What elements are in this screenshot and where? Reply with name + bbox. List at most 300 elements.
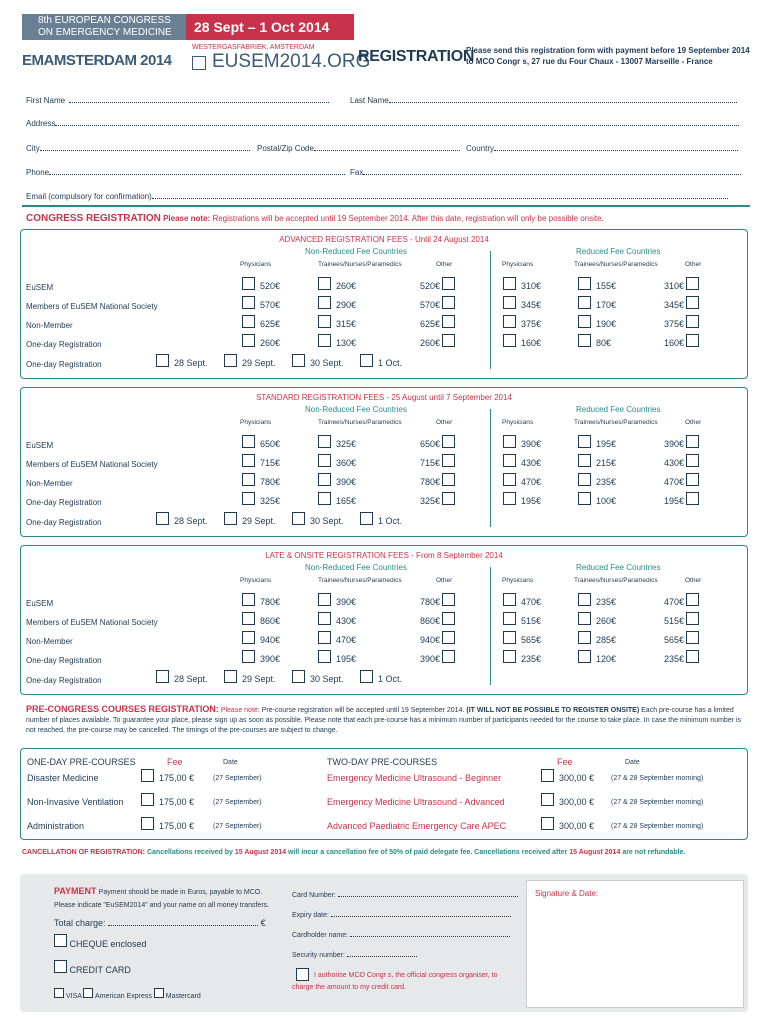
submission-info [466,45,750,67]
fax-field[interactable] [350,167,746,178]
postal-code-label: Postal/Zip Code [257,144,314,153]
col-trainees: Trainees/Nurses/Paramedics [318,261,402,268]
fee-row-label: Non-Member [26,479,73,488]
fee-price: 515€ [521,616,542,626]
fee-price: 325€ [336,439,357,449]
col-reduced-trainees: Trainees/Nurses/Paramedics [574,577,658,584]
fee-checkbox[interactable] [318,334,331,347]
day-checkbox[interactable] [360,354,373,367]
visa-checkbox[interactable] [54,988,64,998]
col-physicians: Physicians [240,261,272,268]
fee-checkbox[interactable] [578,473,591,486]
precourses-text-3: Each pre-course has a limited number of places available. To guarantee your place, please sign up as soon as possible. Please note that each pre-course has a minimum number of participants needed for the course to take place. In case the minimum number is not reached, the pre-course may be cancelled. The timings of the pre-courses are subject to change. [26,707,742,734]
fee-checkbox[interactable] [442,593,455,606]
fee-checkbox[interactable] [318,315,331,328]
reduced-heading: Reduced Fee Countries [576,405,661,414]
one-day-course-price: 175,00 € [159,773,195,783]
fee-price: 390€ [260,654,281,664]
fee-checkbox[interactable] [686,631,699,644]
authorise-line-2: charge the amount to my credit card. [292,984,406,991]
fee-checkbox[interactable] [503,473,516,486]
fee-row-label: EuSEM [26,283,54,292]
fee-row-label: Members of EuSEM National Society [26,302,158,311]
logo-text: EMAMSTERDAM 2014 [22,52,172,69]
authorise-option[interactable] [296,968,309,983]
address-field[interactable] [26,118,746,129]
fee-price: 565€ [663,635,684,645]
col-reduced-other: Other [685,261,702,268]
fee-checkbox[interactable] [503,315,516,328]
fee-table-title: ADVANCED REGISTRATION FEES - Until 24 August 2014 [279,235,489,244]
one-day-row-label: One-day Registration [26,676,102,685]
fee-price: 570€ [419,300,440,310]
fee-checkbox[interactable] [442,650,455,663]
postal-code-field[interactable] [257,143,467,154]
fee-price: 290€ [336,300,357,310]
fee-checkbox[interactable] [318,593,331,606]
fee-row-label: Non-Member [26,637,73,646]
fee-checkbox[interactable] [318,612,331,625]
fee-price: 120€ [596,654,617,664]
fee-checkbox[interactable] [242,315,255,328]
card-type-options [54,988,201,1000]
fee-price: 780€ [419,597,440,607]
credit-card-checkbox[interactable] [54,960,67,973]
fee-price: 940€ [260,635,281,645]
event-dates: 28 Sept – 1 Oct 2014 [186,14,354,40]
fee-price: 235€ [596,477,617,487]
fee-checkbox[interactable] [578,435,591,448]
fee-checkbox[interactable] [442,435,455,448]
fee-price: 215€ [596,458,617,468]
event-banner [22,14,186,40]
fee-checkbox[interactable] [242,296,255,309]
one-day-course-checkbox[interactable] [141,769,154,782]
one-day-course-date: (27 September) [213,799,262,806]
emamsterdam-logo [22,44,186,74]
fee-checkbox[interactable] [242,473,255,486]
total-charge-currency: € [260,918,266,928]
one-day-course-checkbox[interactable] [141,793,154,806]
website: EUSEM2014.ORG [192,52,352,72]
two-day-course-date: (27 & 28 September morning) [611,775,704,782]
fee-price: 780€ [419,477,440,487]
fee-checkbox[interactable] [318,492,331,505]
fee-price: 195€ [663,496,684,506]
col-reduced-physicians: Physicians [502,419,534,426]
day-label: 28 Sept. [174,516,208,526]
fee-checkbox[interactable] [686,277,699,290]
city-field[interactable] [26,143,256,154]
last-name-label: Last Name [350,96,389,105]
signature-box[interactable] [526,880,744,1008]
fee-checkbox[interactable] [503,454,516,467]
fee-checkbox[interactable] [686,473,699,486]
column-divider [490,567,491,685]
cheque-checkbox[interactable] [54,934,67,947]
fee-row-label: Members of EuSEM National Society [26,460,158,469]
day-checkbox[interactable] [360,512,373,525]
fee-checkbox[interactable] [242,277,255,290]
submission-info-line-1: Please send this registration form with payment before 19 September 2014 [466,46,750,55]
day-checkbox[interactable] [224,670,237,683]
fee-price: 235€ [663,654,684,664]
credit-card-option[interactable] [54,960,131,975]
day-checkbox[interactable] [292,670,305,683]
day-label: 29 Sept. [242,516,276,526]
fee-checkbox[interactable] [442,296,455,309]
fee-checkbox[interactable] [318,277,331,290]
fee-checkbox[interactable] [442,612,455,625]
two-day-course-name: Advanced Paediatric Emergency Care APEC [327,821,507,831]
one-day-course-date: (27 September) [213,823,262,830]
fee-checkbox[interactable] [578,492,591,505]
two-day-fee-heading: Fee [557,757,573,767]
col-reduced-trainees: Trainees/Nurses/Paramedics [574,261,658,268]
fee-price: 375€ [521,319,542,329]
fee-checkbox[interactable] [242,435,255,448]
fee-price: 325€ [260,496,281,506]
fee-price: 860€ [419,616,440,626]
fee-price: 430€ [663,458,684,468]
fee-checkbox[interactable] [318,473,331,486]
fee-checkbox[interactable] [503,650,516,663]
fee-checkbox[interactable] [242,593,255,606]
fee-price: 470€ [521,477,542,487]
fee-price: 390€ [419,654,440,664]
expiry-field[interactable] [292,906,518,926]
precourses-box [20,748,748,840]
fee-table-title: LATE & ONSITE REGISTRATION FEES - From 8 September 2014 [265,551,503,560]
email-field[interactable] [26,191,746,202]
fee-price: 310€ [663,281,684,291]
fee-checkbox[interactable] [442,492,455,505]
fee-checkbox[interactable] [503,631,516,644]
two-day-course-price: 300,00 € [559,797,595,807]
fee-checkbox[interactable] [578,334,591,347]
fee-price: 390€ [336,477,357,487]
fee-price: 100€ [596,496,617,506]
reduced-heading: Reduced Fee Countries [576,563,661,572]
fee-checkbox[interactable] [578,631,591,644]
day-label: 28 Sept. [174,674,208,684]
col-other: Other [436,261,453,268]
fee-price: 470€ [336,635,357,645]
fee-price: 195€ [521,496,542,506]
one-day-row-label: One-day Registration [26,518,102,527]
col-reduced-other: Other [685,419,702,426]
congress-note: Registrations will be accepted until 19 September 2014. After this date, registration will only be possible onsite. [212,214,604,223]
cheque-option[interactable] [54,934,147,949]
cancellation-text-1: Cancellations received by [146,849,233,856]
fee-price: 165€ [336,496,357,506]
fee-price: 160€ [521,338,542,348]
fee-checkbox[interactable] [442,334,455,347]
col-physicians: Physicians [240,419,272,426]
fee-price: 315€ [336,319,357,329]
venue: WESTERGASFABRIEK, AMSTERDAM [192,44,315,51]
day-label: 30 Sept. [310,674,344,684]
fee-row-label: One-day Registration [26,656,102,665]
two-day-course-checkbox[interactable] [541,793,554,806]
fee-price: 260€ [596,616,617,626]
total-charge-label: Total charge: [54,918,106,928]
fee-price: 235€ [521,654,542,664]
fee-checkbox[interactable] [242,454,255,467]
fee-price: 345€ [521,300,542,310]
event-line-2: ON EMERGENCY MEDICINE [38,27,172,38]
fee-price: 155€ [596,281,617,291]
fee-price: 170€ [596,300,617,310]
fee-price: 625€ [419,319,440,329]
fee-checkbox[interactable] [503,277,516,290]
fee-checkbox[interactable] [503,435,516,448]
fee-checkbox[interactable] [442,631,455,644]
first-name-field[interactable] [26,95,356,106]
payment-title: PAYMENT [54,886,97,896]
fee-checkbox[interactable] [578,650,591,663]
non-reduced-heading: Non-Reduced Fee Countries [305,563,407,572]
fee-checkbox[interactable] [578,296,591,309]
fee-checkbox[interactable] [442,454,455,467]
authorise-text [314,970,498,982]
fee-checkbox[interactable] [318,631,331,644]
congress-title: CONGRESS REGISTRATION [26,213,161,224]
congress-registration-heading [26,213,604,224]
two-day-course-price: 300,00 € [559,821,595,831]
cardholder-label: Cardholder name: [292,932,349,939]
two-day-course-checkbox[interactable] [541,769,554,782]
cardholder-field[interactable] [292,926,518,946]
day-checkbox[interactable] [156,512,169,525]
payment-indicate: Please indicate "EuSEM2014" and your name on all money transfers. [54,902,270,909]
day-checkbox[interactable] [292,354,305,367]
two-day-course-name: Emergency Medicine Ultrasound - Advanced [327,797,505,807]
col-reduced-physicians: Physicians [502,261,534,268]
fee-checkbox[interactable] [686,435,699,448]
fee-checkbox[interactable] [242,631,255,644]
cancellation-policy [22,849,685,856]
fee-price: 715€ [260,458,281,468]
fee-checkbox[interactable] [503,593,516,606]
fee-checkbox[interactable] [503,334,516,347]
day-label: 30 Sept. [310,358,344,368]
submission-info-line-2: to MCO Congr s, 27 rue du Four Chaux - 13007 Marseille - France [466,57,713,66]
globe-icon [192,56,206,70]
fee-price: 565€ [521,635,542,645]
day-checkbox[interactable] [156,354,169,367]
fee-checkbox[interactable] [242,334,255,347]
fee-checkbox[interactable] [503,296,516,309]
cancellation-label: CANCELLATION OF REGISTRATION: [22,849,146,856]
col-trainees: Trainees/Nurses/Paramedics [318,419,402,426]
credit-card-label: CREDIT CARD [69,965,131,975]
col-physicians: Physicians [240,577,272,584]
fee-checkbox[interactable] [578,277,591,290]
column-divider [490,409,491,527]
mastercard-label: Mastercard [165,993,201,1000]
last-name-field[interactable] [350,95,746,106]
fee-price: 650€ [419,439,440,449]
fee-price: 390€ [663,439,684,449]
col-trainees: Trainees/Nurses/Paramedics [318,577,402,584]
fee-price: 130€ [336,338,357,348]
fee-checkbox[interactable] [503,612,516,625]
day-checkbox[interactable] [224,512,237,525]
day-checkbox[interactable] [360,670,373,683]
fee-checkbox[interactable] [503,492,516,505]
precourses-text [26,704,748,736]
fee-checkbox[interactable] [318,650,331,663]
fee-checkbox[interactable] [578,454,591,467]
day-label: 29 Sept. [242,358,276,368]
fee-checkbox[interactable] [578,612,591,625]
two-day-course-date: (27 & 28 September morning) [611,823,704,830]
phone-field[interactable] [26,167,356,178]
security-field[interactable] [292,946,518,966]
fee-checkbox[interactable] [686,334,699,347]
precourses-text-1: Pre-course registration will be accepted until 19 September 2014. [261,707,465,714]
phone-label: Phone [26,168,50,177]
column-divider [490,251,491,369]
fee-row-label: One-day Registration [26,498,102,507]
fee-price: 520€ [260,281,281,291]
event-line-1: 8th EUROPEAN CONGRESS [38,15,171,26]
fee-checkbox[interactable] [686,296,699,309]
fax-label: Fax [350,168,364,177]
day-label: 28 Sept. [174,358,208,368]
two-day-precourses-heading: TWO-DAY PRE-COURSES [327,757,438,767]
fee-checkbox[interactable] [578,315,591,328]
fee-price: 780€ [260,477,281,487]
fee-checkbox[interactable] [442,315,455,328]
mastercard-checkbox[interactable] [154,988,164,998]
precourses-text-2: (IT WILL NOT BE POSSIBLE TO REGISTER ONSITE) [466,707,640,714]
two-day-course-price: 300,00 € [559,773,595,783]
precourses-note-label: Please note: [220,707,260,714]
one-day-course-name: Non-Invasive Ventilation [27,797,124,807]
fee-price: 860€ [260,616,281,626]
one-day-date-heading: Date [223,759,238,766]
fee-row-label: Members of EuSEM National Society [26,618,158,627]
two-day-course-name: Emergency Medicine Ultrasound - Beginner [327,773,502,783]
fee-checkbox[interactable] [686,650,699,663]
fee-price: 260€ [336,281,357,291]
total-charge-field[interactable] [54,918,266,928]
cancellation-date-1: 15 August 2014 [234,849,287,856]
cancellation-text-2: will incur a cancellation fee of 50% of paid delegate fee. Cancellations received after [287,849,568,856]
non-reduced-heading: Non-Reduced Fee Countries [305,247,407,256]
fee-checkbox[interactable] [318,435,331,448]
fee-price: 345€ [663,300,684,310]
fee-checkbox[interactable] [686,593,699,606]
country-label: Country [466,144,495,153]
one-day-course-price: 175,00 € [159,797,195,807]
fee-checkbox[interactable] [686,612,699,625]
fee-table-title: STANDARD REGISTRATION FEES - 25 August until 7 September 2014 [256,393,512,402]
authorise-checkbox[interactable] [296,968,309,981]
fee-price: 780€ [260,597,281,607]
security-label: Security number: [292,952,345,959]
fee-price: 570€ [260,300,281,310]
fee-row-label: Non-Member [26,321,73,330]
day-label: 30 Sept. [310,516,344,526]
fee-price: 195€ [336,654,357,664]
fee-price: 390€ [521,439,542,449]
amex-checkbox[interactable] [83,988,93,998]
day-checkbox[interactable] [156,670,169,683]
fee-checkbox[interactable] [686,315,699,328]
fee-checkbox[interactable] [442,473,455,486]
col-other: Other [436,577,453,584]
day-label: 1 Oct. [378,516,403,526]
fee-checkbox[interactable] [242,650,255,663]
card-details [292,886,518,966]
day-checkbox[interactable] [224,354,237,367]
card-number-field[interactable] [292,886,518,906]
congress-note-label: Please note: [163,214,211,223]
fee-checkbox[interactable] [318,296,331,309]
fee-price: 235€ [596,597,617,607]
day-checkbox[interactable] [292,512,305,525]
expiry-label: Expiry date: [292,912,329,919]
fee-price: 470€ [521,597,542,607]
non-reduced-heading: Non-Reduced Fee Countries [305,405,407,414]
authorise-line-1: I authorise MCO Congr s, the official congress organiser, to [314,972,498,979]
visa-label: VISA [65,993,82,1000]
fee-checkbox[interactable] [578,593,591,606]
country-field[interactable] [466,143,746,154]
fee-price: 430€ [336,616,357,626]
amex-label: American Express [95,993,152,1000]
one-day-fee-heading: Fee [167,757,183,767]
fee-checkbox[interactable] [686,454,699,467]
card-number-label: Card Number: [292,892,336,899]
fee-price: 625€ [260,319,281,329]
day-label: 1 Oct. [378,358,403,368]
one-day-course-name: Administration [27,821,85,831]
fee-row-label: One-day Registration [26,340,102,349]
address-label: Address [26,119,56,128]
divider [22,205,750,207]
fee-price: 390€ [336,597,357,607]
fee-checkbox[interactable] [242,492,255,505]
two-day-course-checkbox[interactable] [541,817,554,830]
fee-price: 195€ [596,439,617,449]
col-other: Other [436,419,453,426]
fee-checkbox[interactable] [686,492,699,505]
fee-price: 375€ [663,319,684,329]
email-label: Email (compulsory for confirmation) [26,192,152,201]
fee-price: 260€ [419,338,440,348]
reduced-heading: Reduced Fee Countries [576,247,661,256]
two-day-course-date: (27 & 28 September morning) [611,799,704,806]
signature-label: Signature & Date: [535,889,599,898]
fee-price: 470€ [663,477,684,487]
one-day-course-date: (27 September) [213,775,262,782]
fee-price: 80€ [596,338,612,348]
fee-price: 360€ [336,458,357,468]
fee-checkbox[interactable] [442,277,455,290]
fee-row-label: EuSEM [26,441,54,450]
fee-checkbox[interactable] [318,454,331,467]
one-day-course-checkbox[interactable] [141,817,154,830]
first-name-label: First Name [26,96,66,105]
city-label: City [26,144,40,153]
fee-row-label: EuSEM [26,599,54,608]
fee-price: 160€ [663,338,684,348]
fee-checkbox[interactable] [242,612,255,625]
